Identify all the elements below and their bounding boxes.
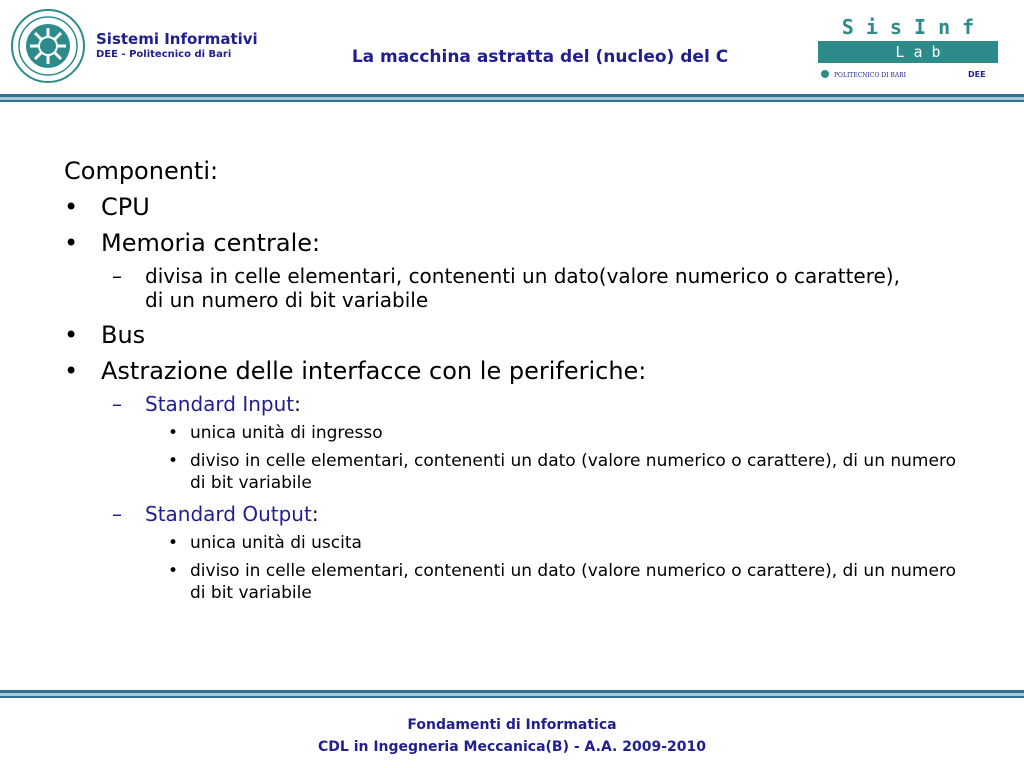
colon: : [294,392,301,416]
bullet-text: Astrazione delle interfacce con le periferiche: [101,357,647,385]
logo-poli-text: POLITECNICO DI BARI [834,72,907,79]
org-subtitle: DEE - Politecnico di Bari [96,49,232,60]
slide-content [64,154,964,604]
dash-marker: – [112,392,122,416]
item-text: diviso in celle elementari, contenenti un dato (valore numerico o carattere), di un numero di bit variabile [190,451,956,493]
sub-bullet-memoria [112,264,905,312]
bullet-marker: • [168,561,179,581]
item-text: unica unità di ingresso [190,423,383,443]
bullet-marker: • [168,533,179,553]
stdout-item [168,532,970,554]
sub-bullet-text: divisa in celle elementari, contenenti un dato(valore numerico o carattere), di un numero di bit variabile [145,264,900,312]
components-heading: Componenti: [64,157,219,185]
sub-bullet-standard-input [112,392,905,416]
bullet-marker: • [64,357,79,385]
slide-title: La macchina astratta del (nucleo) del C [351,47,729,67]
org-block [96,30,258,60]
bullet-marker: • [64,229,79,257]
footer-course: Fondamenti di Informatica [407,717,617,733]
logo-lab-text: L a b [895,43,941,61]
dash-marker: – [112,502,122,526]
item-text: unica unità di uscita [190,533,362,553]
colon: : [311,502,319,526]
standard-input-label: Standard Input [145,392,295,416]
bullet-marker: • [168,451,179,471]
bullet-text: Bus [101,321,146,349]
header-divider [0,94,1024,102]
footer-program: CDL in Ingegneria Meccanica(B) - A.A. 2009-2010 [318,739,706,755]
bullet-marker: • [64,321,79,349]
bullet-marker: • [168,423,179,443]
bullet-astrazione [64,354,964,388]
sub-bullet-standard-output [112,502,905,526]
footer [0,714,1024,758]
sisinf-lab-logo [818,14,998,82]
bullet-marker: • [64,193,79,221]
university-seal-logo [10,8,86,84]
bullet-text: Memoria centrale: [101,229,321,257]
item-text: diviso in celle elementari, contenenti un dato (valore numerico o carattere), di un numero di bit variabile [190,561,956,603]
stdout-item [168,560,970,604]
org-name: Sistemi Informativi [96,30,258,48]
bullet-memoria [64,226,964,260]
standard-output-label: Standard Output [145,502,312,526]
bullet-text: CPU [101,193,150,221]
bullet-cpu [64,190,964,224]
logo-sisinf-text: S i s I n f [841,15,975,39]
bullet-bus [64,318,964,352]
footer-divider [0,690,1024,698]
dash-marker: – [112,264,122,288]
stdin-item [168,450,970,494]
stdin-item [168,422,970,444]
logo-dee-text: DEE [968,70,986,79]
